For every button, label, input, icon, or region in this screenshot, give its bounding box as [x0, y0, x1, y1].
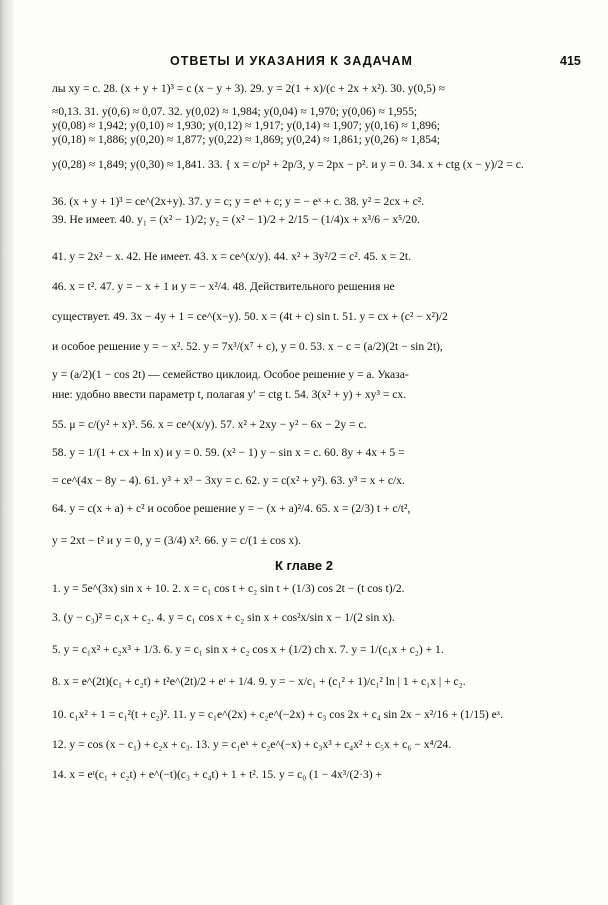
text-line: 3. (y − c₃)² = c₁x + c₂. 4. y = c₁ cos x + c₂ sin x + cos²x/sin x − 1/(2 sin x).: [52, 611, 395, 624]
text-line: y = (a/2)(1 − cos 2t) — семейство циклоид. Особое решение y = a. Указа-: [52, 368, 409, 381]
text-line: y(0,08) ≈ 1,942; y(0,10) ≈ 1,930; y(0,12) ≈ 1,917; y(0,14) ≈ 1,907; y(0,16) ≈ 1,896;: [52, 119, 440, 132]
text-line: 41. y = 2x² − x. 42. Не имеет. 43. x = ce^(x/y). 44. x² + 3y²/2 = c². 45. x = 2t.: [52, 250, 412, 263]
text-line: y(0,28) ≈ 1,849; y(0,30) ≈ 1,841. 33. { x = c/p² + 2p/3, y = 2px − p². и y = 0. 34. x + ctg (x − y)/2 = c.: [52, 158, 524, 171]
text-line: = ce^(4x − 8y − 4). 61. y³ + x³ − 3xy = c. 62. y = c(x² + y²). 63. y³ = x + c/x.: [52, 474, 405, 487]
text-line: лы xy = c. 28. (x + y + 1)³ = c (x − y + 3). 29. y = 2(1 + x)/(c + 2x + x²). 30. y(0,5) ≈: [52, 82, 446, 95]
text-line: 8. x = e^(2t)(c₁ + c₂t) + t²e^(2t)/2 + eᵗ + 1/4. 9. y = − x/c₁ + (c₁² + 1)/c₁² ln | 1 + c₁x | + c₂.: [52, 675, 466, 688]
text-line: ние: удобно ввести параметр t, полагая y′ = ctg t. 54. 3(x² + y) + xy³ = cx.: [52, 388, 407, 401]
text-line: y = 2xt − t² и y = 0, y = (3/4) x². 66. y = c/(1 ± cos x).: [52, 534, 301, 547]
text-line: 14. x = eᵗ(c₁ + c₂t) + e^(−t)(c₃ + c₄t) + 1 + t². 15. y = c₀ (1 − 4x³/(2·3) +: [52, 768, 383, 781]
text-line: 36. (x + y + 1)³ = ce^(2x+y). 37. y = c; y = eˣ + c; y = − eˣ + c. 38. y² = 2cx + c².: [52, 195, 425, 208]
text-line: ≈0,13. 31. y(0,6) ≈ 0,07. 32. y(0,02) ≈ 1,984; y(0,04) ≈ 1,970; y(0,06) ≈ 1,955;: [52, 105, 418, 118]
text-line: существует. 49. 3x − 4y + 1 = ce^(x−y). 50. x = (4t + c) sin t. 51. y = cx + (c² − x²)/2: [52, 310, 448, 323]
text-line: 1. y = 5e^(3x) sin x + 10. 2. x = c₁ cos t + c₂ sin t + (1/3) cos 2t − (t cos t)/2.: [52, 582, 405, 595]
text-line: y(0,18) ≈ 1,886; y(0,20) ≈ 1,877; y(0,22) ≈ 1,869; y(0,24) ≈ 1,861; y(0,26) ≈ 1,854;: [52, 133, 440, 146]
text-line: 39. Не имеет. 40. y₁ = (x² − 1)/2; y₂ = (x² − 1)/2 + 2/15 − (1/4)x + x³/6 − x⁵/20.: [52, 213, 420, 226]
text-line: 58. y = 1/(1 + cx + ln x) и y = 0. 59. (x² − 1) y − sin x = c. 60. 8y + 4x + 5 =: [52, 446, 405, 459]
text-line: 10. c₁x² + 1 = c₁²(t + c₂)². 11. y = c₁e^(2x) + c₂e^(−2x) + c₃ cos 2x + c₄ sin 2x − x²/16 + (1/15) eˣ.: [52, 708, 504, 721]
text-line: 64. y = c(x + a) + c² и особое решение y = − (x + a)²/4. 65. x = (2/3) t + c/t²,: [52, 502, 411, 515]
page-number: 415: [560, 54, 581, 68]
text-line: и особое решение y = − x². 52. y = 7x³/(x⁷ + c), y = 0. 53. x − c = (a/2)(2t − sin 2t),: [52, 340, 443, 353]
text-line: 55. μ = c/(y² + x)³. 56. x = ce^(x/y). 57. x² + 2xy − y² − 6x − 2y = c.: [52, 418, 367, 431]
text-line: 46. x = t². 47. y = − x + 1 и y = − x²/4. 48. Действительного решения не: [52, 280, 395, 293]
text-line: 12. y = cos (x − c₁) + c₂x + c₃. 13. y = c₁eˣ + c₂e^(−x) + c₃x³ + c₄x² + c₅x + c₆ − x⁴/24.: [52, 738, 452, 751]
section-heading: К главе 2: [274, 558, 334, 573]
running-header: ОТВЕТЫ И УКАЗАНИЯ К ЗАДАЧАМ: [170, 54, 413, 68]
page-binding-shadow: [0, 0, 14, 905]
text-line: 5. y = c₁x² + c₂x³ + 1/3. 6. y = c₁ sin x + c₂ cos x + (1/2) ch x. 7. y = 1/(c₁x + c₂) + 1.: [52, 643, 444, 656]
